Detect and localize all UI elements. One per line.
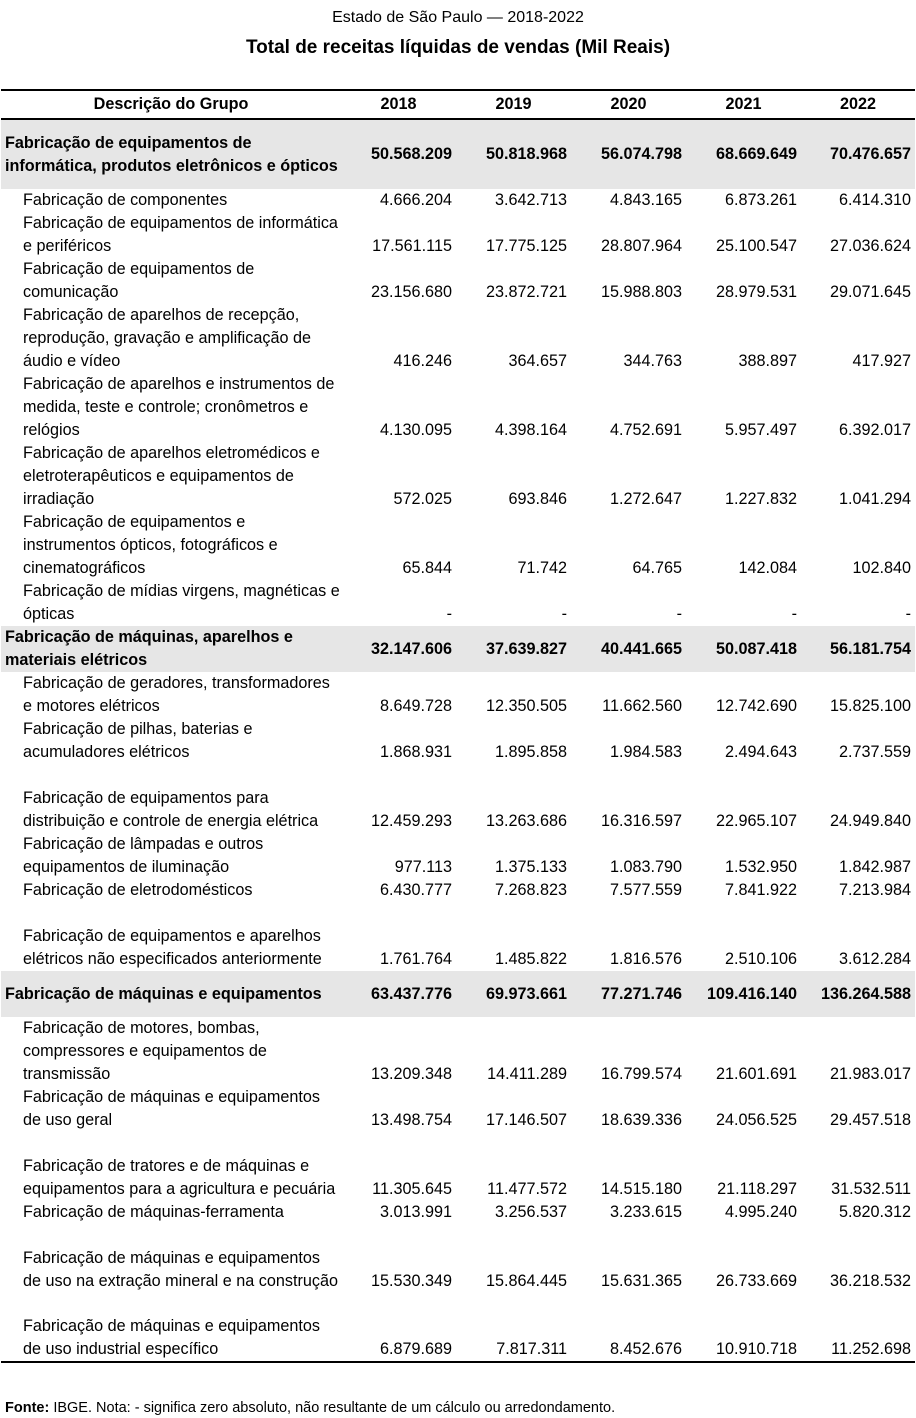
value-cell-2018: 977.113 [394,858,452,876]
row-description: Fabricação de máquinas e equipamentos de uso industrial específico [1,1293,341,1362]
value-cell-2019: - [561,605,567,623]
table-row [1,373,915,442]
source-label: Fonte: [5,1400,50,1416]
row-description: Fabricação de motores, bombas, compressores e equipamentos de transmissão [23,1019,267,1083]
value-cell-2020: 4.752.691 [609,421,682,439]
table-body [1,119,915,1362]
value-cell-2021: 68.669.649 [686,119,801,189]
column-header-2019: 2019 [456,90,571,119]
value-cell-2019: 11.477.572 [487,1180,567,1198]
value-cell-2019: 7.268.823 [494,881,567,899]
value-cell-2018: 1.761.764 [379,950,452,968]
row-description: Fabricação de equipamentos e instrumentos ópticos, fotográficos e cinematográficos [23,513,278,577]
value-cell-2019: 1.485.822 [494,950,567,968]
value-cell-2022: 1.842.987 [838,858,911,876]
value-cell-2018: 23.156.680 [370,283,452,301]
value-cell-2022: 6.392.017 [838,421,911,439]
value-cell-2019: 14.411.289 [487,1065,567,1083]
value-cell-2021: 21.601.691 [715,1065,797,1083]
value-cell-2020: - [676,605,682,623]
row-description: Fabricação de geradores, transformadores e motores elétricos [23,674,330,715]
value-cell-2018: 11.305.645 [372,1180,452,1198]
row-description: Fabricação de equipamentos e aparelhos elétricos não especificados anteriormente [23,927,322,968]
table-row [1,833,915,879]
table-row [1,1201,915,1224]
value-cell-2022: 24.949.840 [829,812,911,830]
column-header-2020: 2020 [571,90,686,119]
value-cell-2018: 572.025 [393,490,452,508]
row-description: Fabricação de lâmpadas e outros equipamentos de iluminação [23,835,264,876]
value-cell-2022: - [905,605,911,623]
table-row [1,1017,915,1086]
table-row [1,212,915,258]
table-header [1,90,915,119]
value-cell-2018: 6.430.777 [379,881,452,899]
table-title: Total de receitas líquidas de vendas (Mil Reais) [245,37,671,58]
value-cell-2022: 70.476.657 [801,119,915,189]
value-cell-2020: 14.515.180 [600,1180,682,1198]
value-cell-2018: 15.530.349 [370,1272,452,1290]
value-cell-2020: 3.233.615 [609,1203,682,1221]
value-cell-2019: 23.872.721 [485,283,567,301]
value-cell-2021: 24.056.525 [715,1111,797,1129]
value-cell-2022: 11.252.698 [801,1293,915,1362]
value-cell-2019: 4.398.164 [494,421,567,439]
header-row [1,90,915,119]
value-cell-2019: 71.742 [517,559,567,577]
value-cell-2021: 25.100.547 [715,237,797,255]
value-cell-2020: 15.988.803 [600,283,682,301]
value-cell-2020: 8.452.676 [571,1293,686,1362]
value-cell-2018: 65.844 [402,559,452,577]
value-cell-2019: 7.817.311 [456,1293,571,1362]
table-row [1,764,915,833]
table-row [1,1086,915,1132]
value-cell-2019: 13.263.686 [485,812,567,830]
value-cell-2018: 63.437.776 [341,971,456,1017]
value-cell-2022: 2.737.559 [838,743,911,761]
table-title-block [0,8,916,59]
value-cell-2020: 28.807.964 [600,237,682,255]
value-cell-2021: 2.494.643 [724,743,797,761]
value-cell-2020: 1.984.583 [609,743,682,761]
row-description: Fabricação de aparelhos eletromédicos e eletroterapêuticos e equipamentos de irradiação [23,444,320,508]
value-cell-2021: 142.084 [738,559,797,577]
value-cell-2019: 3.642.713 [494,191,567,209]
value-cell-2018: 3.013.991 [379,1203,452,1221]
value-cell-2021: 22.965.107 [715,812,797,830]
table-row [1,1224,915,1293]
row-description: Fabricação de máquinas e equipamentos de uso geral [23,1088,320,1129]
value-cell-2022: 417.927 [852,352,911,370]
row-description: Fabricação de máquinas, aparelhos e materiais elétricos [1,626,341,672]
value-cell-2022: 1.041.294 [838,490,911,508]
group-row [1,119,915,189]
value-cell-2019: 50.818.968 [456,119,571,189]
row-description: Fabricação de equipamentos de informática, produtos eletrônicos e ópticos [1,119,341,189]
value-cell-2019: 1.895.858 [494,743,567,761]
value-cell-2019: 693.846 [508,490,567,508]
table-row [1,1293,915,1362]
value-cell-2018: 17.561.115 [372,237,452,255]
value-cell-2021: 5.957.497 [724,421,797,439]
row-description: Fabricação de pilhas, baterias e acumuladores elétricos [23,720,253,761]
table-row [1,718,915,764]
row-description: Fabricação de aparelhos de recepção, reprodução, gravação e amplificação de áudio e vídeo [23,306,311,370]
value-cell-2021: 4.995.240 [724,1203,797,1221]
value-cell-2020: 344.763 [623,352,682,370]
table-row [1,304,915,373]
value-cell-2021: 1.227.832 [724,490,797,508]
value-cell-2020: 16.316.597 [600,812,682,830]
value-cell-2019: 1.375.133 [494,858,567,876]
row-description: Fabricação de componentes [23,191,228,209]
value-cell-2022: 31.532.511 [831,1180,911,1198]
source-text: IBGE. Nota: - significa zero absoluto, não resultante de um cálculo ou arredondamento. [49,1400,616,1416]
value-cell-2021: 21.118.297 [717,1180,797,1198]
table-row [1,672,915,718]
value-cell-2018: - [446,605,452,623]
value-cell-2021: 388.897 [738,352,797,370]
value-cell-2021: 50.087.418 [686,626,801,672]
value-cell-2022: 136.264.588 [801,971,915,1017]
value-cell-2020: 1.272.647 [609,490,682,508]
value-cell-2020: 16.799.574 [600,1065,682,1083]
column-header-2018: 2018 [341,90,456,119]
row-description: Fabricação de equipamentos para distribuição e controle de energia elétrica [23,789,319,830]
table-row [1,1132,915,1201]
value-cell-2019: 17.146.507 [485,1111,567,1129]
group-row [1,971,915,1017]
value-cell-2018: 6.879.689 [341,1293,456,1362]
value-cell-2021: 7.841.922 [724,881,797,899]
table-row [1,902,915,971]
value-cell-2022: 36.218.532 [829,1272,911,1290]
value-cell-2021: 26.733.669 [715,1272,797,1290]
value-cell-2020: 56.074.798 [571,119,686,189]
row-description: Fabricação de equipamentos de comunicação [23,260,255,301]
value-cell-2020: 4.843.165 [609,191,682,209]
value-cell-2019: 69.973.661 [456,971,571,1017]
value-cell-2020: 1.083.790 [609,858,682,876]
value-cell-2019: 364.657 [508,352,567,370]
value-cell-2022: 6.414.310 [838,191,911,209]
column-header-description: Descrição do Grupo [1,90,341,119]
value-cell-2022: 21.983.017 [829,1065,911,1083]
table-subtitle: Estado de São Paulo — 2018-2022 [332,9,584,26]
value-cell-2018: 8.649.728 [379,697,452,715]
table-row [1,189,915,212]
column-header-2021: 2021 [686,90,801,119]
value-cell-2019: 12.350.505 [485,697,567,715]
value-cell-2020: 40.441.665 [571,626,686,672]
table-row [1,879,915,902]
value-cell-2021: 2.510.106 [724,950,797,968]
value-cell-2021: 1.532.950 [724,858,797,876]
value-cell-2022: 5.820.312 [838,1203,911,1221]
value-cell-2021: - [791,605,797,623]
value-cell-2020: 77.271.746 [571,971,686,1017]
table-row [1,580,915,626]
value-cell-2022: 29.457.518 [829,1111,911,1129]
value-cell-2019: 37.639.827 [456,626,571,672]
value-cell-2022: 29.071.645 [829,283,911,301]
value-cell-2019: 17.775.125 [485,237,567,255]
column-header-2022: 2022 [801,90,915,119]
value-cell-2018: 13.209.348 [370,1065,452,1083]
value-cell-2018: 416.246 [393,352,452,370]
value-cell-2018: 1.868.931 [379,743,452,761]
row-description: Fabricação de máquinas-ferramenta [23,1203,284,1221]
row-description: Fabricação de eletrodomésticos [23,881,253,899]
value-cell-2022: 3.612.284 [838,950,911,968]
value-cell-2022: 7.213.984 [838,881,911,899]
value-cell-2022: 56.181.754 [801,626,915,672]
value-cell-2018: 4.130.095 [379,421,452,439]
table-row [1,442,915,511]
row-description: Fabricação de equipamentos de informática e periféricos [23,214,338,255]
row-description: Fabricação de máquinas e equipamentos de uso na extração mineral e na construção [23,1249,338,1290]
value-cell-2020: 7.577.559 [609,881,682,899]
value-cell-2018: 50.568.209 [341,119,456,189]
revenue-table [1,89,915,1363]
value-cell-2020: 18.639.336 [600,1111,682,1129]
value-cell-2021: 10.910.718 [686,1293,801,1362]
value-cell-2022: 27.036.624 [829,237,911,255]
value-cell-2020: 15.631.365 [600,1272,682,1290]
value-cell-2022: 15.825.100 [829,697,911,715]
value-cell-2021: 6.873.261 [724,191,797,209]
value-cell-2021: 28.979.531 [715,283,797,301]
value-cell-2019: 15.864.445 [485,1272,567,1290]
value-cell-2020: 11.662.560 [602,697,682,715]
value-cell-2018: 13.498.754 [370,1111,452,1129]
value-cell-2021: 109.416.140 [686,971,801,1017]
row-description: Fabricação de tratores e de máquinas e equipamentos para a agricultura e pecuária [23,1157,336,1198]
row-description: Fabricação de mídias virgens, magnéticas e ópticas [23,582,340,623]
table-row [1,511,915,580]
row-description: Fabricação de aparelhos e instrumentos de medida, teste e controle; cronômetros e relógios [23,375,335,439]
value-cell-2020: 64.765 [632,559,682,577]
group-row [1,626,915,672]
value-cell-2021: 12.742.690 [715,697,797,715]
row-description: Fabricação de máquinas e equipamentos [1,971,341,1017]
value-cell-2018: 12.459.293 [370,812,452,830]
source-note [5,1399,615,1417]
value-cell-2020: 1.816.576 [609,950,682,968]
value-cell-2018: 32.147.606 [341,626,456,672]
value-cell-2018: 4.666.204 [379,191,452,209]
table-row [1,258,915,304]
value-cell-2022: 102.840 [852,559,911,577]
value-cell-2019: 3.256.537 [494,1203,567,1221]
